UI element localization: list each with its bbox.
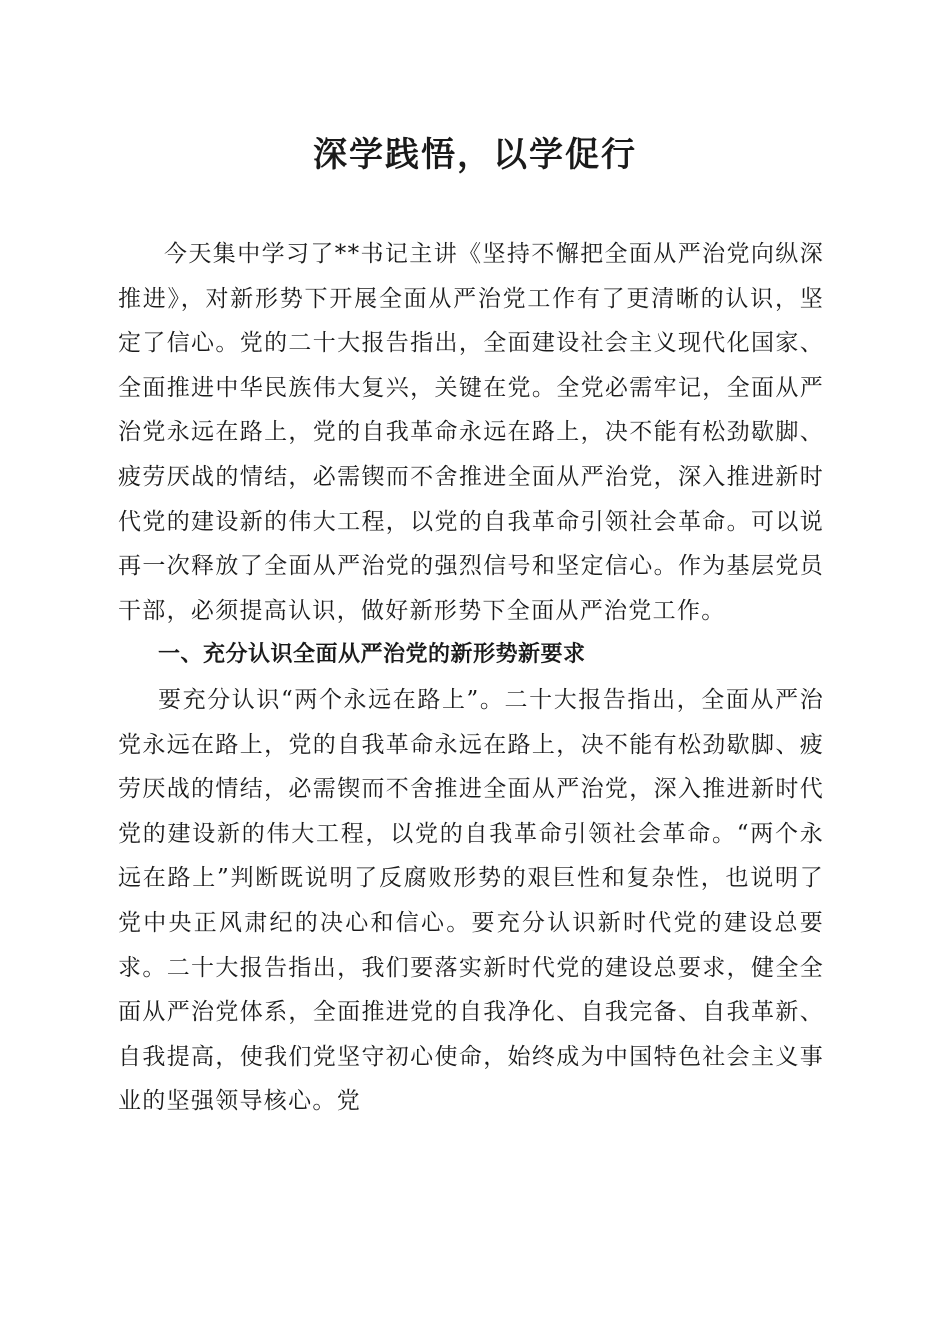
document-body xyxy=(118,232,824,1124)
section-heading-1: 一、充分认识全面从严治党的新形势新要求 xyxy=(158,642,586,668)
body-paragraph-section-1: 要充分认识“两个永远在路上”。二十大报告指出，全面从严治党永远在路上，党的自我革命永远在路上，决不能有松劲歇脚、疲劳厌战的情结，必需锲而不舍推进全面从严治党，深入推进新时代党的建设新的伟大工程，以党的自我革命引领社会革命。“两个永远在路上”判断既说明了反腐败形势的艰巨性和复杂性，也说明了党中央正风肃纪的决心和信心。要充分认识新时代党的建设总要求。二十大报告指出，我们要落实新时代党的建设总要求，健全全面从严治党体系，全面推进党的自我净化、自我完备、自我革新、自我提高，使我们党坚守初心使命，始终成为中国特色社会主义事业的坚强领导核心。党 xyxy=(118,686,824,1115)
document-title: 深学践悟，以学促行 xyxy=(313,135,637,175)
body-paragraph-intro: 今天集中学习了**书记主讲《坚持不懈把全面从严治党向纵深推进》，对新形势下开展全面从严治党工作有了更清晰的认识，坚定了信心。党的二十大报告指出，全面建设社会主义现代化国家、全面推进中华民族伟大复兴，关键在党。全党必需牢记，全面从严治党永远在路上，党的自我革命永远在路上，决不能有松劲歇脚、疲劳厌战的情结，必需锲而不舍推进全面从严治党，深入推进新时代党的建设新的伟大工程，以党的自我革命引领社会革命。可以说再一次释放了全面从严治党的强烈信号和坚定信心。作为基层党员干部，必须提高认识，做好新形势下全面从严治党工作。 xyxy=(118,241,824,624)
